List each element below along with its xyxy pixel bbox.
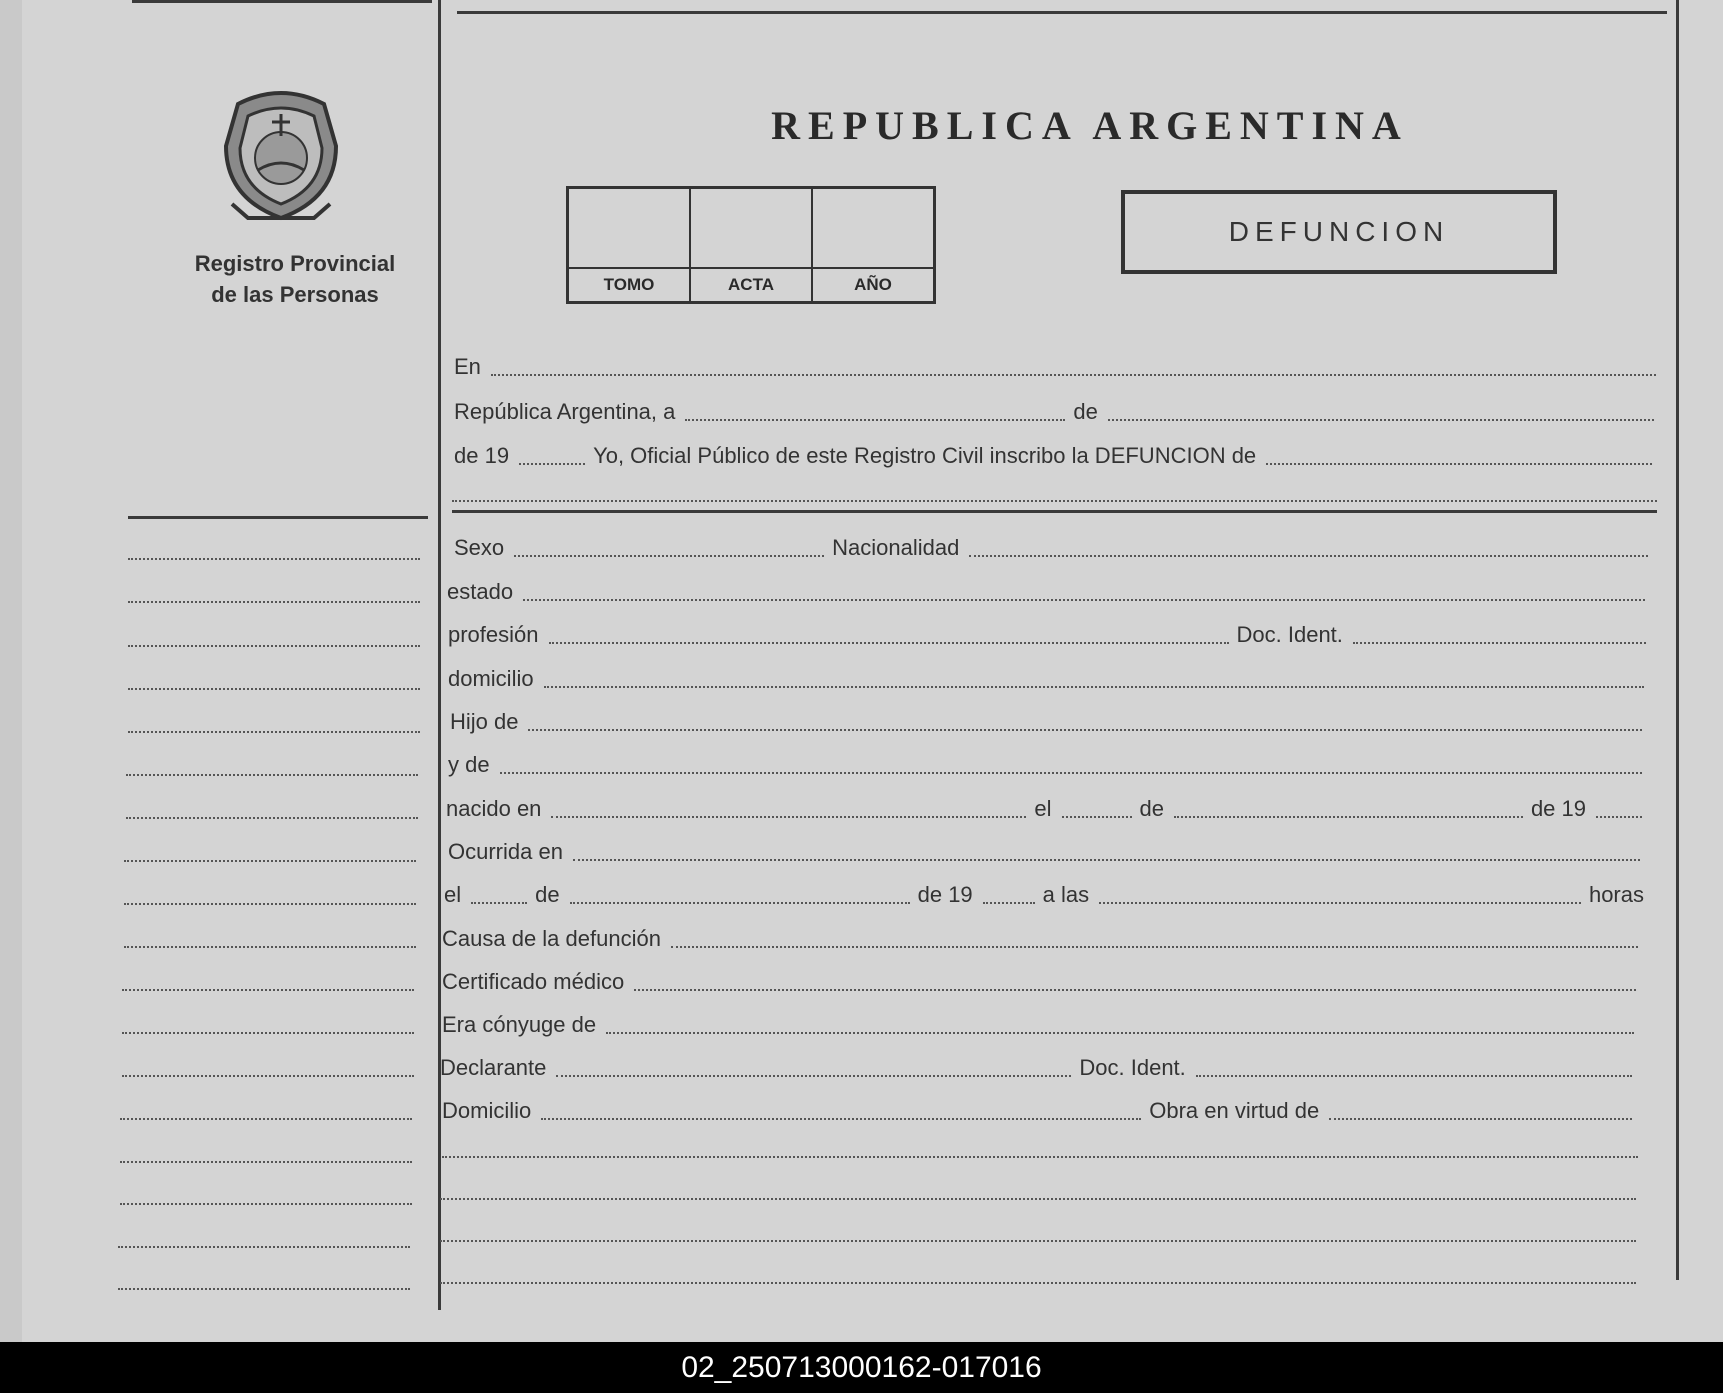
column-divider bbox=[438, 0, 441, 1310]
doc-ident-label: Doc. Ident. bbox=[1236, 622, 1343, 647]
death-el-label: el bbox=[444, 882, 462, 907]
margin-line[interactable] bbox=[122, 1075, 414, 1077]
en-blank[interactable] bbox=[491, 374, 1656, 376]
declarante-doc-blank[interactable] bbox=[1196, 1075, 1632, 1077]
row-domicilio-declarante[interactable] bbox=[442, 1096, 1640, 1126]
conyuge-blank[interactable] bbox=[606, 1032, 1634, 1034]
estado-blank[interactable] bbox=[523, 599, 1645, 601]
profesion-label: profesión bbox=[448, 622, 539, 647]
scan-caption: 02_250713000162-017016 bbox=[0, 1342, 1723, 1393]
top-rule-right bbox=[457, 11, 1667, 14]
obra-blank[interactable] bbox=[1329, 1118, 1632, 1120]
domicilio2-blank[interactable] bbox=[541, 1118, 1141, 1120]
registry-name bbox=[150, 248, 440, 310]
row-ocurrida[interactable] bbox=[448, 837, 1648, 867]
domicilio2-label: Domicilio bbox=[442, 1098, 532, 1123]
margin-line[interactable] bbox=[120, 1161, 412, 1163]
row-certificado[interactable] bbox=[442, 967, 1644, 997]
ocurrida-en-label: Ocurrida en bbox=[448, 839, 563, 864]
nacionalidad-blank[interactable] bbox=[969, 555, 1648, 557]
tomo-label: TOMO bbox=[569, 267, 689, 301]
birth-de-label: de bbox=[1139, 796, 1165, 821]
row-hijo-de[interactable] bbox=[450, 707, 1650, 737]
margin-line[interactable] bbox=[128, 731, 420, 733]
domicilio-blank[interactable] bbox=[544, 686, 1644, 688]
hijo-de-label: Hijo de bbox=[450, 709, 519, 734]
declarante-label: Declarante bbox=[440, 1055, 547, 1080]
row-causa[interactable] bbox=[442, 924, 1646, 954]
sexo-label: Sexo bbox=[454, 535, 505, 560]
province-seal bbox=[218, 86, 344, 232]
nacionalidad-label: Nacionalidad bbox=[832, 535, 960, 560]
death-year-label: de 19 bbox=[917, 882, 973, 907]
margin-line[interactable] bbox=[128, 645, 420, 647]
row-estado[interactable] bbox=[447, 577, 1653, 607]
margin-line[interactable] bbox=[118, 1246, 410, 1248]
registry-name-line2: de las Personas bbox=[211, 282, 379, 307]
margin-line[interactable] bbox=[126, 774, 418, 776]
declarante-blank[interactable] bbox=[556, 1075, 1071, 1077]
obra-label: Obra en virtud de bbox=[1149, 1098, 1320, 1123]
causa-blank[interactable] bbox=[671, 946, 1638, 948]
day-blank[interactable] bbox=[685, 419, 1065, 421]
birth-month-blank[interactable] bbox=[1174, 816, 1523, 818]
birthplace-blank[interactable] bbox=[551, 816, 1026, 818]
tomo-cell[interactable] bbox=[569, 189, 691, 301]
declarante-doc-label: Doc. Ident. bbox=[1079, 1055, 1186, 1080]
right-border bbox=[1676, 0, 1679, 1280]
death-day-blank[interactable] bbox=[471, 902, 527, 904]
father-blank[interactable] bbox=[528, 729, 1642, 731]
republica-label: República Argentina, a bbox=[454, 399, 676, 424]
registry-name-line1: Registro Provincial bbox=[194, 251, 396, 276]
margin-line[interactable] bbox=[118, 1288, 410, 1290]
birth-year-blank[interactable] bbox=[1596, 816, 1642, 818]
row-nacido[interactable] bbox=[446, 794, 1650, 824]
row-conyuge[interactable] bbox=[442, 1010, 1642, 1040]
declaration-text: Yo, Oficial Público de este Registro Civil inscribo la DEFUNCION de bbox=[593, 443, 1257, 468]
top-rule-left bbox=[132, 0, 432, 3]
margin-line[interactable] bbox=[124, 946, 416, 948]
death-place-blank[interactable] bbox=[573, 859, 1640, 861]
row-republica[interactable] bbox=[454, 397, 1662, 427]
extra-line[interactable] bbox=[440, 1282, 1636, 1284]
certificado-label: Certificado médico bbox=[442, 969, 625, 994]
country-title: REPUBLICA ARGENTINA bbox=[771, 103, 1409, 148]
birth-day-blank[interactable] bbox=[1062, 816, 1132, 818]
conyuge-label: Era cónyuge de bbox=[442, 1012, 597, 1037]
acta-cell[interactable] bbox=[691, 189, 813, 301]
sexo-blank[interactable] bbox=[514, 555, 824, 557]
acta-label: ACTA bbox=[691, 267, 811, 301]
row-fecha-muerte[interactable] bbox=[444, 880, 1650, 910]
birth-el-label: el bbox=[1034, 796, 1052, 821]
ano-label: AÑO bbox=[813, 267, 933, 301]
row-domicilio[interactable] bbox=[448, 664, 1652, 694]
margin-line[interactable] bbox=[122, 989, 414, 991]
left-section-rule bbox=[128, 516, 428, 519]
deceased-name-blank[interactable] bbox=[1266, 463, 1652, 465]
margin-line[interactable] bbox=[128, 601, 420, 603]
row-declarante[interactable] bbox=[440, 1053, 1640, 1083]
domicilio-label: domicilio bbox=[448, 666, 534, 691]
margin-line[interactable] bbox=[128, 688, 420, 690]
y-de-label: y de bbox=[448, 752, 490, 777]
birth-year-label: de 19 bbox=[1530, 796, 1586, 821]
a-las-label: a las bbox=[1042, 882, 1090, 907]
mother-blank[interactable] bbox=[500, 772, 1642, 774]
en-label: En bbox=[454, 354, 481, 379]
hour-blank[interactable] bbox=[1099, 902, 1581, 904]
extra-line[interactable] bbox=[440, 1198, 1636, 1200]
doc-ident-blank[interactable] bbox=[1353, 642, 1646, 644]
death-year-blank[interactable] bbox=[983, 902, 1035, 904]
nacido-en-label: nacido en bbox=[446, 796, 542, 821]
year-label: de 19 bbox=[454, 443, 510, 468]
margin-line[interactable] bbox=[122, 1032, 414, 1034]
row-sexo[interactable] bbox=[454, 533, 1656, 563]
de-label: de bbox=[1073, 399, 1098, 424]
row-y-de[interactable] bbox=[448, 750, 1650, 780]
estado-label: estado bbox=[447, 579, 514, 604]
preamble-rule bbox=[452, 510, 1657, 513]
causa-label: Causa de la defunción bbox=[442, 926, 661, 951]
horas-label: horas bbox=[1588, 882, 1644, 907]
margin-line[interactable] bbox=[126, 817, 418, 819]
margin-line[interactable] bbox=[124, 903, 416, 905]
certificado-blank[interactable] bbox=[634, 989, 1636, 991]
death-month-blank[interactable] bbox=[570, 902, 910, 904]
extra-line[interactable] bbox=[440, 1240, 1636, 1242]
record-type-box: DEFUNCION bbox=[1121, 190, 1557, 274]
margin-line[interactable] bbox=[128, 558, 420, 560]
profesion-blank[interactable] bbox=[549, 642, 1229, 644]
row-declaration[interactable] bbox=[454, 441, 1660, 471]
death-de-label: de bbox=[535, 882, 560, 907]
row-profesion[interactable] bbox=[448, 620, 1654, 650]
deceased-name-blank-2[interactable] bbox=[452, 500, 1657, 502]
ano-cell[interactable] bbox=[813, 189, 933, 301]
register-box bbox=[566, 186, 936, 304]
extra-line[interactable] bbox=[442, 1156, 1638, 1158]
row-en[interactable] bbox=[454, 352, 1664, 382]
margin-line[interactable] bbox=[124, 860, 416, 862]
month-blank[interactable] bbox=[1108, 419, 1654, 421]
year-blank[interactable] bbox=[519, 463, 585, 465]
margin-line[interactable] bbox=[120, 1118, 412, 1120]
margin-line[interactable] bbox=[120, 1203, 412, 1205]
